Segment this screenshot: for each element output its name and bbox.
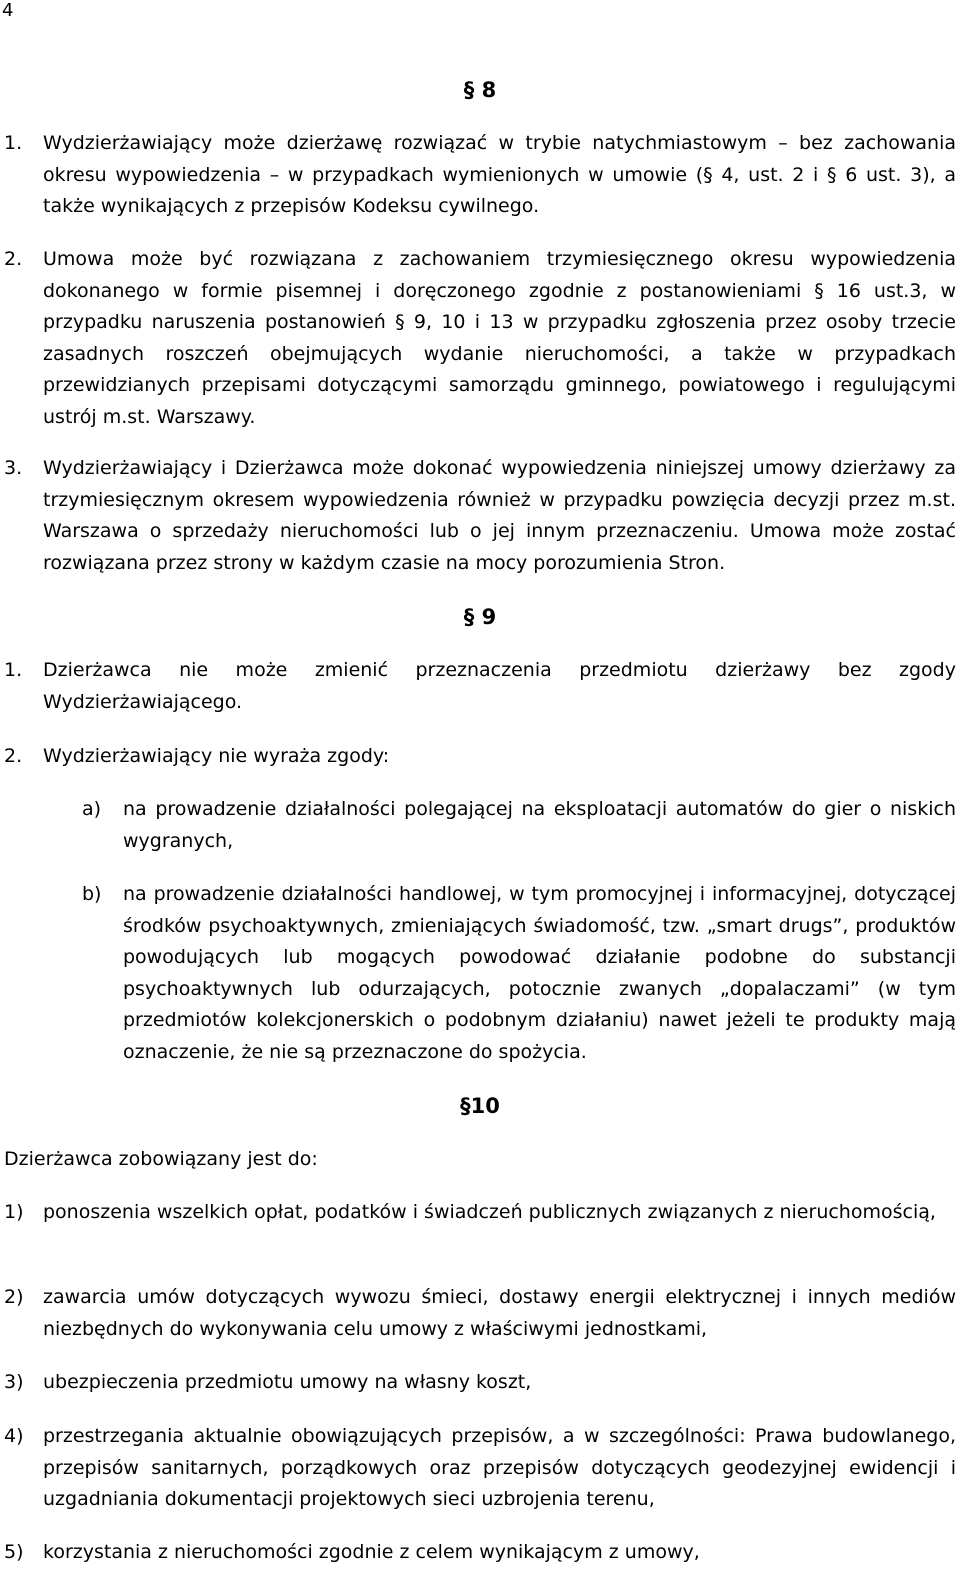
item-number: 3) <box>4 1371 24 1393</box>
list-item <box>4 1197 956 1229</box>
item-number: 3. <box>4 457 23 479</box>
sub-item-letter: b) <box>82 883 102 905</box>
item-number: 1. <box>4 132 23 154</box>
list-item <box>4 1421 956 1516</box>
list-item <box>4 453 956 579</box>
list-item <box>4 1537 956 1569</box>
item-text: ubezpieczenia przedmiotu umowy na własny koszt, <box>43 1371 532 1393</box>
item-text: zawarcia umów dotyczących wywozu śmieci, dostawy energii elektrycznej i innych mediów niezbędnych do wykonywania celu umowy z właściwymi jednostkami, <box>43 1286 956 1340</box>
item-text: korzystania z nieruchomości zgodnie z celem wynikającym z umowy, <box>43 1541 700 1563</box>
section-heading-8: § 8 <box>463 78 497 102</box>
list-item <box>4 244 956 433</box>
item-number: 2. <box>4 248 23 270</box>
section-heading-9: § 9 <box>463 605 497 629</box>
sub-item-letter: a) <box>82 798 102 820</box>
item-text: przestrzegania aktualnie obowiązujących przepisów, a w szczególności: Prawa budowlanego, przepisów sanitarnych, porządkowych oraz przepisów dotyczących geodezyjnej ewidencji i uzgadniania dokumentacji projektowych sieci uzbrojenia terenu, <box>43 1425 956 1510</box>
item-text: Umowa może być rozwiązana z zachowaniem trzymiesięcznego okresu wypowiedzenia dokonanego w formie pisemnej i doręczonego zgodnie z postanowieniami § 16 ust.3, w przypadku naruszenia postanowień § 9, 10 i 13 w przypadku zgłoszenia przez osoby trzecie zasadnych roszczeń obejmujących wydanie nieruchomości, a także w przypadkach przewidzianych przepisami dotyczącymi samorządu gminnego, powiatowego i regulującymi ustrój m.st. Warszawy. <box>43 248 956 428</box>
item-number: 1. <box>4 659 23 681</box>
item-text: Dzierżawca nie może zmienić przeznaczenia przedmiotu dzierżawy bez zgody Wydzierżawiającego. <box>43 659 956 713</box>
item-number: 2) <box>4 1286 24 1308</box>
item-number: 2. <box>4 745 23 767</box>
item-text: ponoszenia wszelkich opłat, podatków i świadczeń publicznych związanych z nieruchomością, <box>43 1201 936 1223</box>
item-number: 1) <box>4 1201 24 1223</box>
item-number: 4) <box>4 1425 24 1447</box>
list-item <box>4 1367 956 1399</box>
sub-item-text: na prowadzenie działalności polegającej na eksploatacji automatów do gier o niskich wygranych, <box>123 798 956 852</box>
list-item <box>4 741 956 773</box>
item-number: 5) <box>4 1541 24 1563</box>
item-text: Wydzierżawiający i Dzierżawca może dokonać wypowiedzenia niniejszej umowy dzierżawy za trzymiesięcznym okresem wypowiedzenia również w przypadku powzięcia decyzji przez m.st. Warszawa o sprzedaży nieruchomości lub o jej innym przeznaczeniu. Umowa może zostać rozwiązana przez strony w każdym czasie na mocy porozumienia Stron. <box>43 457 956 574</box>
item-text: Wydzierżawiający nie wyraża zgody: <box>43 745 390 767</box>
item-text: Wydzierżawiający może dzierżawę rozwiązać w trybie natychmiastowym – bez zachowania okresu wypowiedzenia – w przypadkach wymienionych w umowie (§ 4, ust. 2 i § 6 ust. 3), a także wynikających z przepisów Kodeksu cywilnego. <box>43 132 956 217</box>
list-item <box>4 655 956 718</box>
list-item <box>4 128 956 223</box>
sub-item <box>82 794 956 857</box>
sub-item <box>82 879 956 1068</box>
section-heading-10: §10 <box>460 1094 500 1118</box>
page-number: 4 <box>2 0 14 21</box>
section-intro: Dzierżawca zobowiązany jest do: <box>4 1148 318 1170</box>
sub-item-text: na prowadzenie działalności handlowej, w tym promocyjnej i informacyjnej, dotyczącej środków psychoaktywnych, zmieniających świadomość, tzw. „smart drugs”, produktów powodujących lub mogących powodować działanie podobne do substancji psychoaktywnych lub odurzających, potocznie zwanych „dopalaczami” (w tym przedmiotów kolekcjonerskich o podobnym działaniu) nawet jeżeli te produkty mają oznaczenie, że nie są przeznaczone do spożycia. <box>123 883 956 1063</box>
list-item <box>4 1282 956 1345</box>
